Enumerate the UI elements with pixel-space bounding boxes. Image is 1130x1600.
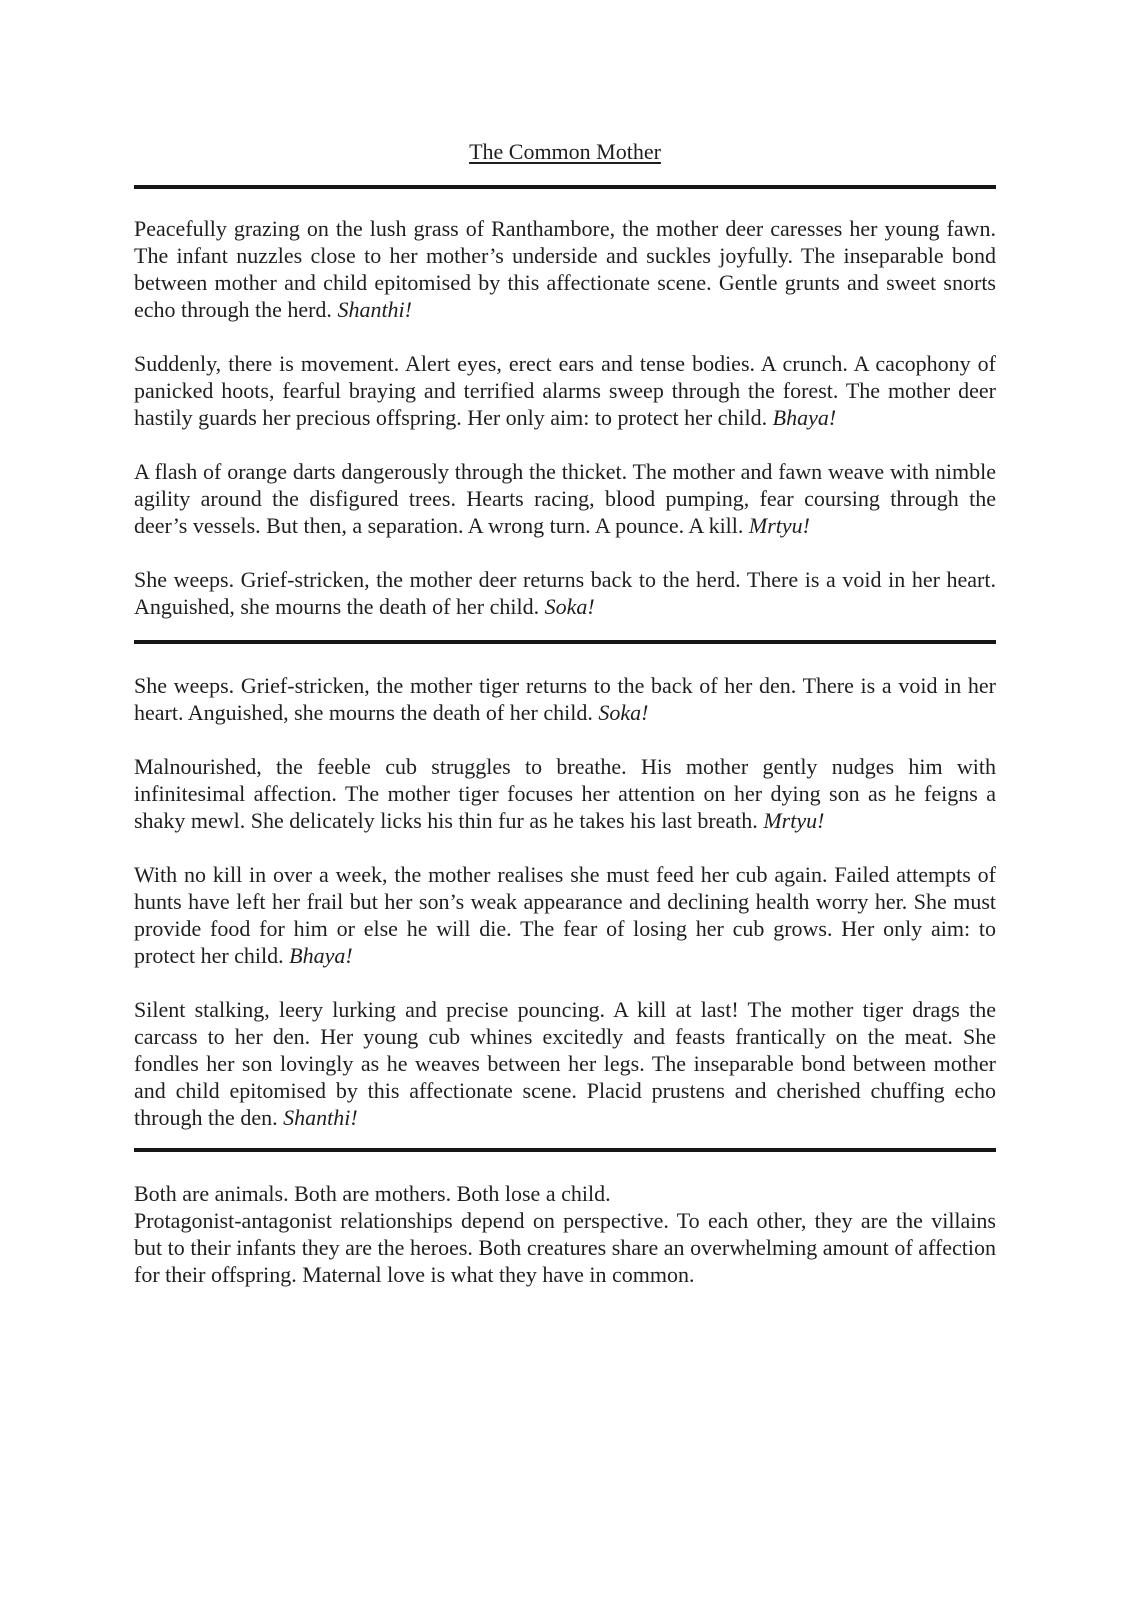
paragraph — [134, 861, 996, 969]
document-page — [134, 0, 996, 1288]
paragraph — [134, 753, 996, 834]
exclamation-word: Mrtyu! — [763, 808, 825, 833]
paragraph-text: Malnourished, the feeble cub struggles to breathe. His mother gently nudges him with infinitesimal affection. The mother tiger focuses her attention on her dying son as he feigns a shaky mewl. She delicately licks his thin fur as he takes his last breath. — [134, 754, 996, 833]
section-divider — [134, 1148, 996, 1152]
paragraph-text: Both are animals. Both are mothers. Both lose a child. — [134, 1181, 611, 1206]
exclamation-word: Bhaya! — [772, 405, 837, 430]
paragraph-text: With no kill in over a week, the mother realises she must feed her cub again. Failed attempts of hunts have left her frail but her son’s weak appearance and declining health worry her. She must provide food for him or else he will die. The fear of losing her cub grows. Her only aim: to protect her child. — [134, 862, 996, 968]
paragraph — [134, 458, 996, 539]
paragraph-text: Silent stalking, leery lurking and precise pouncing. A kill at last! The mother tiger drags the carcass to her den. Her young cub whines excitedly and feasts frantically on the meat. She fondles her son lovingly as he weaves between her legs. The inseparable bond between mother and child epitomised by this affectionate scene. Placid prustens and cherished chuffing echo through the den. — [134, 997, 996, 1130]
paragraph-text: She weeps. Grief-stricken, the mother deer returns back to the herd. There is a void in her heart. Anguished, she mourns the death of her child. — [134, 567, 996, 619]
paragraph-text: Protagonist-antagonist relationships depend on perspective. To each other, they are the villains but to their infants they are the heroes. Both creatures share an overwhelming amount of affection for their offspring. Maternal love is what they have in common. — [134, 1208, 996, 1287]
exclamation-word: Bhaya! — [289, 943, 353, 968]
exclamation-word: Shanthi! — [337, 297, 412, 322]
paragraph — [134, 1180, 996, 1288]
paragraph — [134, 215, 996, 323]
document-title: The Common Mother — [469, 139, 661, 164]
paragraph — [134, 566, 996, 620]
paragraph — [134, 672, 996, 726]
exclamation-word: Soka! — [544, 594, 595, 619]
paragraph-text: A flash of orange darts dangerously through the thicket. The mother and fawn weave with nimble agility around the disfigured trees. Hearts racing, blood pumping, fear coursing through the deer’s vessels. But then, a separation. A wrong turn. A pounce. A kill. — [134, 459, 996, 538]
section-divider — [134, 640, 996, 644]
paragraph-text: Peacefully grazing on the lush grass of Ranthambore, the mother deer caresses her young fawn. The infant nuzzles close to her mother’s underside and suckles joyfully. The inseparable bond between mother and child epitomised by this affectionate scene. Gentle grunts and sweet snorts echo through the herd. — [134, 216, 996, 322]
exclamation-word: Soka! — [598, 700, 649, 725]
exclamation-word: Shanthi! — [283, 1105, 358, 1130]
paragraph-text: Suddenly, there is movement. Alert eyes, erect ears and tense bodies. A crunch. A cacophony of panicked hoots, fearful braying and terrified alarms sweep through the forest. The mother deer hastily guards her precious offspring. Her only aim: to protect her child. — [134, 351, 996, 430]
paragraph — [134, 350, 996, 431]
paragraph-text: She weeps. Grief-stricken, the mother tiger returns to the back of her den. There is a void in her heart. Anguished, she mourns the death of her child. — [134, 673, 996, 725]
paragraph — [134, 996, 996, 1131]
section-divider — [134, 185, 996, 189]
exclamation-word: Mrtyu! — [748, 513, 810, 538]
